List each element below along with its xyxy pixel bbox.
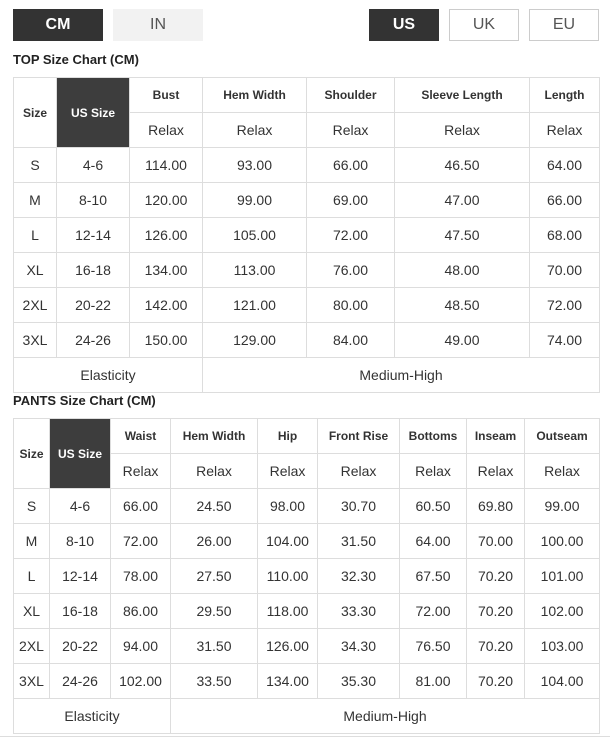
bottom-divider	[0, 736, 610, 737]
fit-cell: Relax	[318, 454, 400, 489]
measurement-cell: 110.00	[258, 559, 318, 594]
us-size-cell: 24-26	[57, 323, 130, 358]
us-size-cell: 8-10	[57, 183, 130, 218]
us-size-header: US Size	[57, 78, 130, 148]
measurement-cell: 72.00	[307, 218, 395, 253]
top-chart-title: TOP Size Chart (CM)	[13, 52, 139, 67]
column-header: Hip	[258, 419, 318, 454]
measurement-cell: 150.00	[130, 323, 203, 358]
measurement-cell: 29.50	[171, 594, 258, 629]
elasticity-label: Elasticity	[14, 358, 203, 393]
table-row	[14, 218, 600, 253]
measurement-cell: 66.00	[307, 148, 395, 183]
measurement-cell: 34.30	[318, 629, 400, 664]
measurement-cell: 102.00	[111, 664, 171, 699]
region-us-button[interactable]: US	[369, 9, 439, 41]
unit-in-button[interactable]: IN	[113, 9, 203, 41]
measurement-cell: 72.00	[400, 594, 467, 629]
elasticity-label: Elasticity	[14, 699, 171, 734]
measurement-cell: 31.50	[171, 629, 258, 664]
table-row	[14, 148, 600, 183]
elasticity-value: Medium-High	[203, 358, 600, 393]
measurement-cell: 113.00	[203, 253, 307, 288]
us-size-cell: 4-6	[50, 489, 111, 524]
measurement-cell: 72.00	[111, 524, 171, 559]
measurement-cell: 100.00	[525, 524, 600, 559]
measurement-cell: 118.00	[258, 594, 318, 629]
measurement-cell: 126.00	[258, 629, 318, 664]
elasticity-value: Medium-High	[171, 699, 600, 734]
column-header: Inseam	[467, 419, 525, 454]
measurement-cell: 134.00	[258, 664, 318, 699]
measurement-cell: 31.50	[318, 524, 400, 559]
fit-cell: Relax	[203, 113, 307, 148]
measurement-cell: 32.30	[318, 559, 400, 594]
column-header: Outseam	[525, 419, 600, 454]
column-header: Bust	[130, 78, 203, 113]
column-header: Hem Width	[203, 78, 307, 113]
measurement-cell: 68.00	[530, 218, 600, 253]
fit-cell: Relax	[258, 454, 318, 489]
us-size-cell: 24-26	[50, 664, 111, 699]
elasticity-row	[14, 699, 600, 734]
table-row	[14, 183, 600, 218]
pants-size-table	[13, 418, 600, 734]
region-eu-button[interactable]: EU	[529, 9, 599, 41]
fit-cell: Relax	[111, 454, 171, 489]
measurement-cell: 70.20	[467, 664, 525, 699]
measurement-cell: 142.00	[130, 288, 203, 323]
measurement-cell: 76.50	[400, 629, 467, 664]
measurement-cell: 69.00	[307, 183, 395, 218]
fit-cell: Relax	[530, 113, 600, 148]
measurement-cell: 129.00	[203, 323, 307, 358]
fit-cell: Relax	[467, 454, 525, 489]
measurement-cell: 101.00	[525, 559, 600, 594]
measurement-cell: 105.00	[203, 218, 307, 253]
measurement-cell: 103.00	[525, 629, 600, 664]
measurement-cell: 74.00	[530, 323, 600, 358]
size-cell: S	[14, 148, 57, 183]
measurement-cell: 67.50	[400, 559, 467, 594]
measurement-cell: 120.00	[130, 183, 203, 218]
measurement-cell: 104.00	[258, 524, 318, 559]
measurement-cell: 47.50	[395, 218, 530, 253]
measurement-cell: 80.00	[307, 288, 395, 323]
table-header-row	[14, 78, 600, 113]
region-uk-button[interactable]: UK	[449, 9, 519, 41]
size-cell: L	[14, 559, 50, 594]
measurement-cell: 72.00	[530, 288, 600, 323]
size-cell: 3XL	[14, 323, 57, 358]
measurement-cell: 78.00	[111, 559, 171, 594]
measurement-cell: 86.00	[111, 594, 171, 629]
size-cell: S	[14, 489, 50, 524]
column-header: Waist	[111, 419, 171, 454]
fit-cell: Relax	[525, 454, 600, 489]
table-row	[14, 559, 600, 594]
us-size-cell: 16-18	[57, 253, 130, 288]
table-row	[14, 629, 600, 664]
measurement-cell: 48.00	[395, 253, 530, 288]
measurement-cell: 27.50	[171, 559, 258, 594]
measurement-cell: 121.00	[203, 288, 307, 323]
us-size-cell: 4-6	[57, 148, 130, 183]
measurement-cell: 104.00	[525, 664, 600, 699]
measurement-cell: 69.80	[467, 489, 525, 524]
measurement-cell: 66.00	[111, 489, 171, 524]
measurement-cell: 98.00	[258, 489, 318, 524]
measurement-cell: 47.00	[395, 183, 530, 218]
column-header: Sleeve Length	[395, 78, 530, 113]
measurement-cell: 46.50	[395, 148, 530, 183]
us-size-cell: 20-22	[57, 288, 130, 323]
column-header: Shoulder	[307, 78, 395, 113]
size-cell: M	[14, 183, 57, 218]
measurement-cell: 64.00	[530, 148, 600, 183]
size-header: Size	[14, 419, 50, 489]
measurement-cell: 70.20	[467, 559, 525, 594]
measurement-cell: 102.00	[525, 594, 600, 629]
size-cell: 2XL	[14, 288, 57, 323]
measurement-cell: 70.20	[467, 629, 525, 664]
measurement-cell: 70.00	[467, 524, 525, 559]
measurement-cell: 35.30	[318, 664, 400, 699]
size-cell: M	[14, 524, 50, 559]
measurement-cell: 99.00	[525, 489, 600, 524]
size-cell: 2XL	[14, 629, 50, 664]
measurement-cell: 76.00	[307, 253, 395, 288]
measurement-cell: 66.00	[530, 183, 600, 218]
measurement-cell: 134.00	[130, 253, 203, 288]
measurement-cell: 60.50	[400, 489, 467, 524]
pants-chart-title: PANTS Size Chart (CM)	[13, 393, 156, 408]
fit-cell: Relax	[307, 113, 395, 148]
measurement-cell: 33.50	[171, 664, 258, 699]
table-header-row	[14, 419, 600, 454]
table-row	[14, 524, 600, 559]
measurement-cell: 114.00	[130, 148, 203, 183]
measurement-cell: 24.50	[171, 489, 258, 524]
fit-cell: Relax	[395, 113, 530, 148]
table-row	[14, 323, 600, 358]
measurement-cell: 70.00	[530, 253, 600, 288]
table-row	[14, 664, 600, 699]
us-size-cell: 12-14	[57, 218, 130, 253]
fit-cell: Relax	[400, 454, 467, 489]
measurement-cell: 99.00	[203, 183, 307, 218]
size-cell: 3XL	[14, 664, 50, 699]
measurement-cell: 94.00	[111, 629, 171, 664]
measurement-cell: 33.30	[318, 594, 400, 629]
size-header: Size	[14, 78, 57, 148]
us-size-cell: 8-10	[50, 524, 111, 559]
size-cell: XL	[14, 253, 57, 288]
unit-cm-button[interactable]: CM	[13, 9, 103, 41]
measurement-cell: 126.00	[130, 218, 203, 253]
measurement-cell: 93.00	[203, 148, 307, 183]
measurement-cell: 70.20	[467, 594, 525, 629]
column-header: Length	[530, 78, 600, 113]
measurement-cell: 81.00	[400, 664, 467, 699]
measurement-cell: 84.00	[307, 323, 395, 358]
us-size-cell: 20-22	[50, 629, 111, 664]
table-row	[14, 489, 600, 524]
measurement-cell: 26.00	[171, 524, 258, 559]
size-cell: L	[14, 218, 57, 253]
us-size-cell: 16-18	[50, 594, 111, 629]
table-row	[14, 288, 600, 323]
top-size-table	[13, 77, 600, 393]
column-header: Bottoms	[400, 419, 467, 454]
column-header: Front Rise	[318, 419, 400, 454]
measurement-cell: 48.50	[395, 288, 530, 323]
table-row	[14, 253, 600, 288]
elasticity-row	[14, 358, 600, 393]
measurement-cell: 64.00	[400, 524, 467, 559]
us-size-header: US Size	[50, 419, 111, 489]
size-cell: XL	[14, 594, 50, 629]
table-row	[14, 594, 600, 629]
us-size-cell: 12-14	[50, 559, 111, 594]
fit-cell: Relax	[171, 454, 258, 489]
measurement-cell: 49.00	[395, 323, 530, 358]
column-header: Hem Width	[171, 419, 258, 454]
fit-cell: Relax	[130, 113, 203, 148]
measurement-cell: 30.70	[318, 489, 400, 524]
